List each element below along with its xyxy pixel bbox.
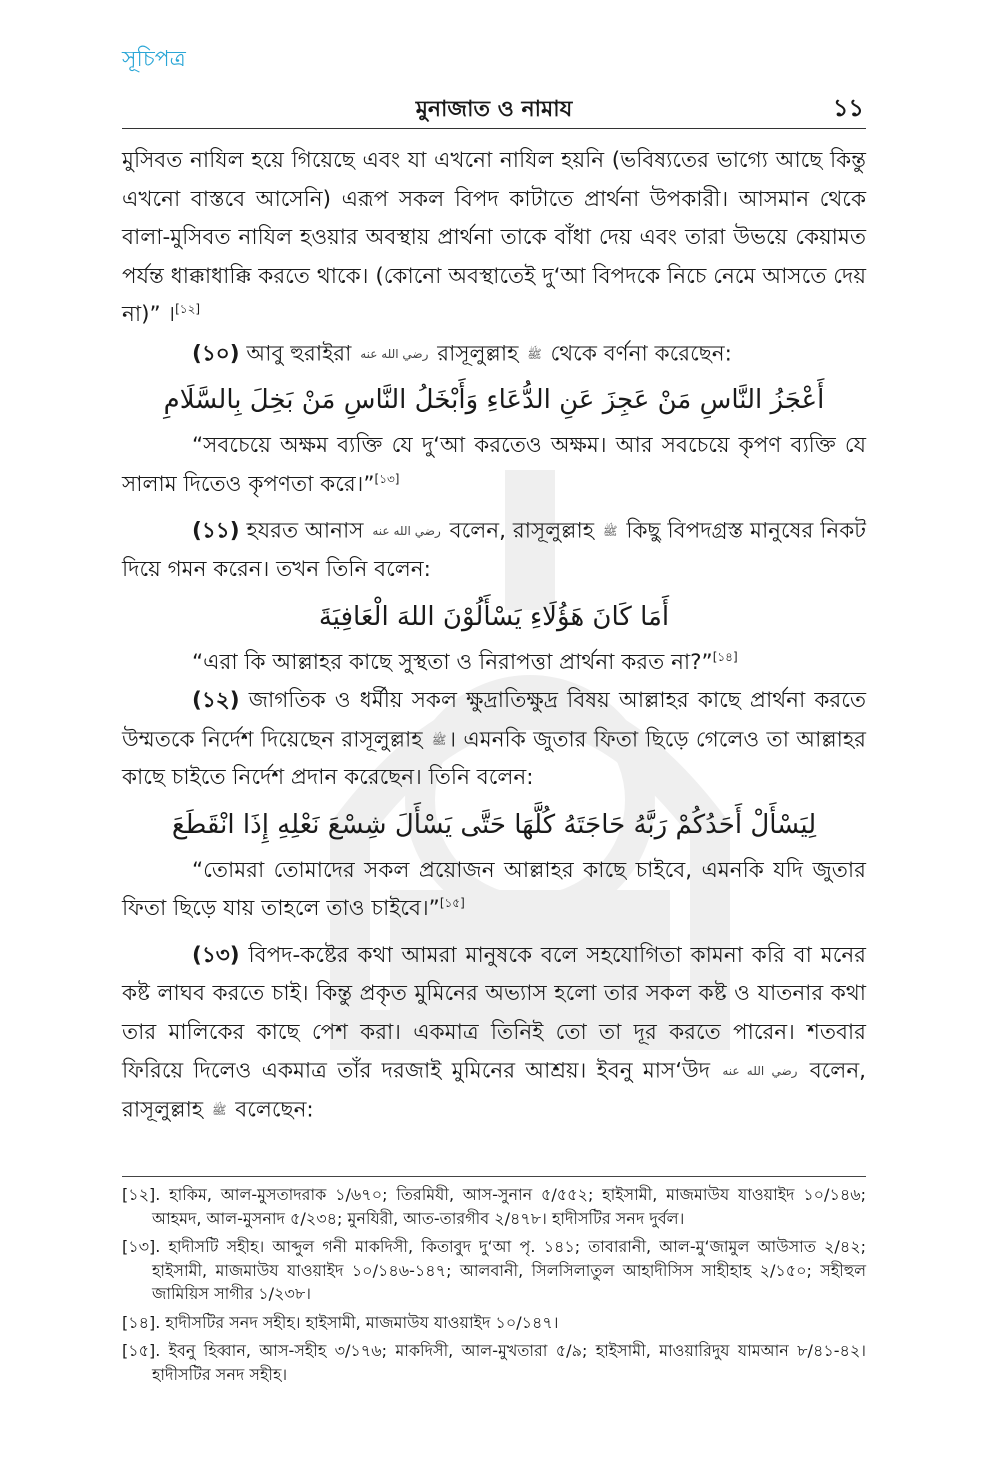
- item-number-12: (১২): [192, 688, 240, 713]
- main-text: [122, 142, 866, 1130]
- item-number-10: (১০): [192, 340, 240, 366]
- running-title: মুনাজাত ও নামায: [415, 97, 573, 122]
- footnote-12: [১২]. হাকিম, আল-মুসতাদরাক ১/৬৭০; তিরমিযী, আস-সুনান ৫/৫৫২; হাইসামী, মাজমাউয যাওয়াইদ ১০/১৪৬; আহমদ, আল-মুসনাদ ৫/২৩৪; মুনযিরী, আত-তারগীব ২/৪৭৮। হাদীসটির সনদ দুর্বল।: [122, 1185, 866, 1228]
- translation-12: “তোমরা তোমাদের সকল প্রয়োজন আল্লাহর কাছে চাইবে, এমনকি যদি জুতার ফিতা ছিড়ে যায় তাহলে তাও চাইবে।”[১৫]: [122, 857, 866, 922]
- salawat-glyph: ﷺ: [602, 524, 618, 539]
- hadith-10-intro: (১০) আবু হুরাইরা رضي الله عنه রাসূলুল্লাহ ﷺ থেকে বর্ণনা করেছেন:: [192, 340, 732, 366]
- radiallahu-anhu-glyph: رضي الله عنه: [372, 524, 441, 539]
- footnote-14: [১৪]. হাদীসটির সনদ সহীহ। হাইসামী, মাজমাউয যাওয়াইদ ১০/১৪৭।: [122, 1312, 559, 1332]
- table-of-contents-link[interactable]: সূচিপত্র: [122, 47, 186, 72]
- arabic-text-12: لِيَسْأَلْ أَحَدُكُمْ رَبَّهُ حَاجَتَهُ كُلَّهَا حَتَّى يَسْأَلَ شِسْعَ نَعْلِهِ إِذَا انْقَطَعَ: [171, 809, 817, 840]
- hadith-11-intro: (১১) হযরত আনাস رضي الله عنه বলেন, রাসূলুল্লাহ ﷺ কিছু বিপদগ্রস্ত মানুষের নিকট দিয়ে গমন করেন। তখন তিনি বলেন:: [122, 518, 866, 582]
- running-header: [122, 88, 866, 129]
- hadith-12-intro: (১২) জাগতিক ও ধর্মীয় সকল ক্ষুদ্রাতিক্ষুদ্র বিষয় আল্লাহর কাছে প্রার্থনা করতে উম্মতকে নির্দেশ দিয়েছেন রাসূলুল্লাহ ﷺ। এমনকি জুতার ফিতা ছিড়ে গেলেও তা আল্লাহর কাছে চাইতে নির্দেশ প্রদান করেছেন। তিনি বলেন:: [122, 688, 866, 791]
- translation-10: “সবচেয়ে অক্ষম ব্যক্তি যে দু‘আ করতেও অক্ষম। আর সবচেয়ে কৃপণ ব্যক্তি যে সালাম দিতেও কৃপণতা করে।”[১৩]: [122, 433, 866, 497]
- footnote-ref-14[interactable]: [১৪]: [712, 649, 738, 664]
- radiallahu-anhu-glyph: رضي الله عنه: [360, 346, 429, 361]
- footnote-ref-15[interactable]: [১৫]: [439, 896, 465, 911]
- salawat-glyph: ﷺ: [431, 732, 447, 747]
- footnotes: [122, 1176, 866, 1391]
- radiallahu-anhu-glyph: رضي الله عنه: [722, 1064, 798, 1079]
- page-number: ১১: [832, 94, 864, 122]
- footnote-ref-13[interactable]: [১৩]: [374, 471, 400, 486]
- item-number-11: (১১): [192, 518, 240, 544]
- hadith-13-intro: (১৩) বিপদ-কষ্টের কথা আমরা মানুষকে বলে সহযোগিতা কামনা করি বা মনের কষ্ট লাঘব করতে চাই। কিন্তু প্রকৃত মুমিনের অভ্যাস হলো তার সকল কষ্ট ও যাতনার কথা তার মালিকের কাছে পেশ করা। একমাত্র তিনিই তো তা দূর করতে পারেন। শতবার ফিরিয়ে দিলেও একমাত্র তাঁর দরজাই মুমিনের আশ্রয়। ইবনু মাস‘উদ رضي الله عنه বলেন, রাসূলুল্লাহ ﷺ বলেছেন:: [122, 942, 866, 1123]
- arabic-text-10: أَعْجَزُ النَّاسِ مَنْ عَجِزَ عَنِ الدُّعَاءِ وَأَبْخَلُ النَّاسِ مَنْ بَخِلَ بِالسَّلَامِ: [163, 385, 825, 416]
- salawat-glyph: ﷺ: [527, 346, 542, 361]
- salawat-glyph: ﷺ: [211, 1103, 227, 1117]
- footnote-13: [১৩]. হাদীসটি সহীহ। আব্দুল গনী মাকদিসী, কিতাবুদ দু‘আ পৃ. ১৪১; তাবারানী, আল-মু‘জামুল আউসাত ২/৪২; হাইসামী, মাজমাউয যাওয়াইদ ১০/১৪৬-১৪৭; আলবানী, সিলসিলাতুল আহাদীসিস সাহীহাহ ২/১৫০; সহীহুল জামিয়িস সাগীর ১/২৩৮।: [122, 1237, 866, 1303]
- arabic-text-11: أَمَا كَانَ هَؤُلَاءِ يَسْأَلُوْنَ اللهَ الْعَافِيَةَ: [318, 601, 670, 632]
- item-number-13: (১৩): [192, 942, 240, 968]
- translation-11: “এরা কি আল্লাহর কাছে সুস্থতা ও নিরাপত্তা প্রার্থনা করত না?”[১৪]: [192, 649, 738, 675]
- footnote-ref-12[interactable]: [১২]: [175, 301, 201, 316]
- paragraph-continued: মুসিবত নাযিল হয়ে গিয়েছে এবং যা এখনো নাযিল হয়নি (ভবিষ্যতের ভাগ্যে আছে কিন্তু এখনো বাস্তবে আসেনি) এরূপ সকল বিপদ কাটাতে প্রার্থনা উপকারী। আসমান থেকে বালা-মুসিবত নাযিল হওয়ার অবস্থায় প্রার্থনা তাকে বাঁধা দেয় এবং তারা উভয়ে কেয়ামত পর্যন্ত ধাক্কাধাক্কি করতে থাকে। (কোনো অবস্থাতেই দু‘আ বিপদকে নিচে নেমে আসতে দেয় না)” ।[১২]: [122, 148, 866, 327]
- footnote-15: [১৫]. ইবনু হিব্বান, আস-সহীহ ৩/১৭৬; মাকদিসী, আল-মুখতারা ৫/৯; হাইসামী, মাওয়ারিদুয যামআন ৮/৪১-৪২। হাদীসটির সনদ সহীহ।: [122, 1341, 866, 1384]
